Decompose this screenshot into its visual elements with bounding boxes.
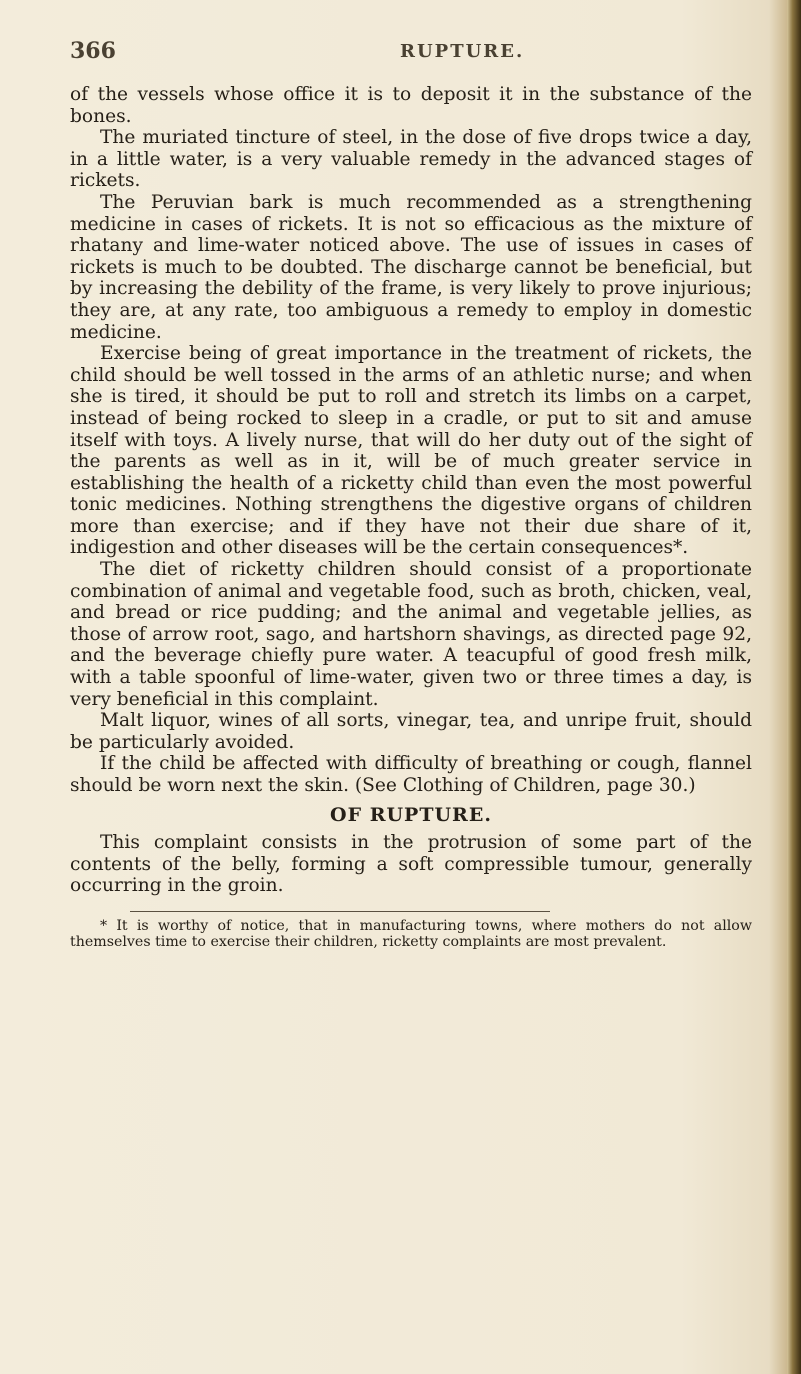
paragraph-peruvian-bark: The Peruvian bark is much recommended as a strengthening medicine in cases of rickets. It is not so efficacious as the mixture of rhatany and lime-water noticed above. The use of issues in cases of rickets is much to be doubted. The discharge cannot be beneficial, but by increasing the debility of the frame, is very likely to prove injurious; they are, at any rate, too ambiguous a remedy to employ in domestic medicine. — [70, 191, 752, 343]
section-heading: OF RUPTURE. — [330, 803, 492, 826]
footnote — [70, 918, 752, 951]
paragraph-continuation: of the vessels whose office it is to deposit it in the substance of the bones. — [70, 84, 752, 127]
paragraph-steel-tincture: The muriated tincture of steel, in the dose of five drops twice a day, in a little water, is a very valuable remedy in the advanced stages of rickets. — [70, 127, 752, 192]
page-number: 366 — [70, 38, 116, 64]
paragraph-rupture: This complaint consists in the protrusion of some part of the contents of the belly, forming a soft compressible tumour, generally occurring in the groin. — [70, 832, 752, 897]
page-binding-edge — [787, 0, 801, 1374]
page-header — [70, 38, 710, 68]
paragraph-breathing: If the child be affected with difficulty of breathing or cough, flannel should be worn next the skin. (See Clothing of Children, page 30.) — [70, 753, 752, 796]
footnote-text: * It is worthy of notice, that in manufacturing towns, where mothers do not allow themselves time to exercise their children, ricketty complaints are most prevalent. — [70, 917, 752, 951]
paragraph-malt-liquor: Malt liquor, wines of all sorts, vinegar, tea, and unripe fruit, should be particularly avoided. — [70, 710, 752, 753]
paragraph-exercise: Exercise being of great importance in the treatment of rickets, the child should be well tossed in the arms of an athletic nurse; and when she is tired, it should be put to roll and stretch its limbs on a carpet, instead of being rocked to sleep in a cradle, or put to sit and amuse itself with toys. A lively nurse, that will do her duty out of the sight of the parents as well as in it, will be of much greater service in establishing the health of a ricketty child than even the most powerful tonic medicines. Nothing strengthens the digestive organs of children more than exercise; and if they have not their due share of it, indigestion and other diseases will be the certain consequences*. — [70, 343, 752, 559]
paragraph-diet: The diet of ricketty children should consist of a proportionate combination of animal and vegetable food, such as broth, chicken, veal, and bread or rice pudding; and the animal and vegetable jellies, as those of arrow root, sago, and hartshorn shavings, as directed page 92, and the beverage chiefly pure water. A teacupful of good fresh milk, with a table spoonful of lime-water, given two or three times a day, is very beneficial in this complaint. — [70, 559, 752, 710]
footnote-rule — [130, 911, 550, 912]
running-head: RUPTURE. — [400, 41, 525, 62]
body-text — [70, 84, 752, 951]
